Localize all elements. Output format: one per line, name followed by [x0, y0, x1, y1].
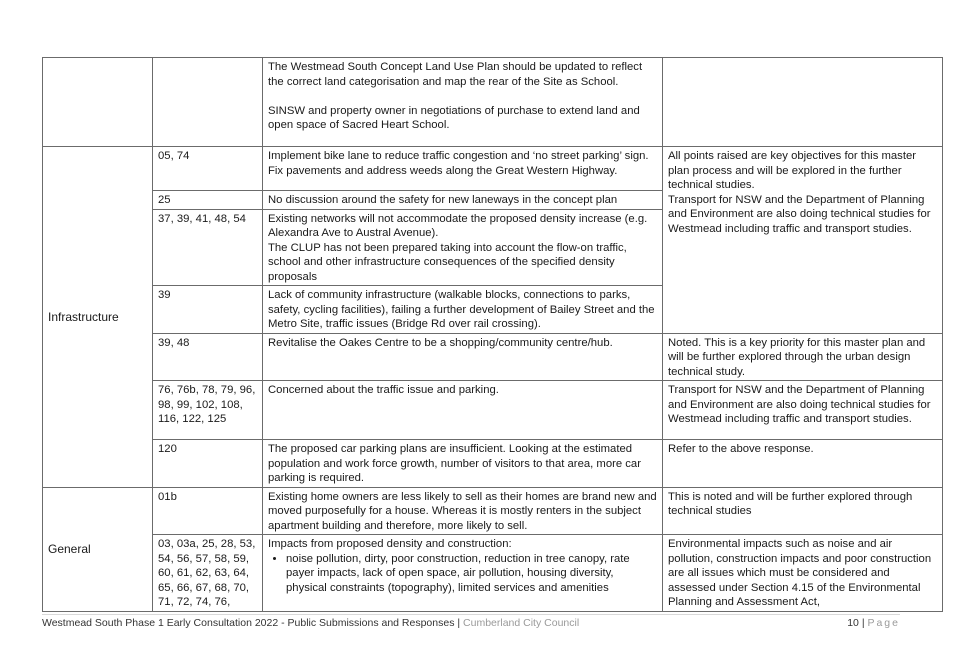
category-infrastructure: Infrastructure: [43, 147, 153, 488]
issue-cell: No discussion around the safety for new laneways in the concept plan: [263, 191, 663, 210]
refs-cell: [153, 58, 263, 147]
issue-cell: Revitalise the Oakes Centre to be a shopping/community centre/hub.: [263, 333, 663, 381]
issue-cell: [263, 535, 663, 612]
table-row: [43, 535, 943, 612]
response-text: All points raised are key objectives for this master plan process and will be explored in the further technical studies.: [668, 150, 917, 191]
issue-cell: Lack of community infrastructure (walkable blocks, connections to parks, safety, cycling facilities), failing a further development of Bailey Street and the Metro Site, traffic issues (Bridge Rd over rail crossing).: [263, 286, 663, 334]
refs-cell: 05, 74: [153, 147, 263, 191]
refs-cell: 25: [153, 191, 263, 210]
refs-cell: 120: [153, 440, 263, 488]
response-cell: Transport for NSW and the Department of Planning and Environment are also doing technical studies for Westmead including traffic and transport studies.: [663, 381, 943, 440]
response-cell: Noted. This is a key priority for this master plan and will be further explored through the urban design technical study.: [663, 333, 943, 381]
table-row: [43, 440, 943, 488]
response-cell: Environmental impacts such as noise and air pollution, construction impacts and poor construction are all issues which must be considered and assessed under Section 4.15 of the Environmental Planning and Assessment Act,: [663, 535, 943, 612]
response-cell: This is noted and will be further explored through technical studies: [663, 487, 943, 535]
table-row: [43, 333, 943, 381]
refs-cell: 39, 48: [153, 333, 263, 381]
table-row: [43, 147, 943, 191]
refs-cell: 37, 39, 41, 48, 54: [153, 209, 263, 286]
page-separator: |: [861, 617, 865, 629]
response-cell: [663, 147, 943, 334]
page-footer: [42, 614, 900, 630]
issue-cell: Implement bike lane to reduce traffic congestion and ‘no street parking’ sign. Fix pavements and address weeds along the Great Western Highway.: [263, 147, 663, 191]
issue-cell: Concerned about the traffic issue and parking.: [263, 381, 663, 440]
footer-council-name: Cumberland City Council: [463, 617, 580, 629]
issue-cell: [263, 58, 663, 147]
issue-cell: The proposed car parking plans are insufficient. Looking at the estimated population and work force growth, number of visitors to that area, more car parking is required.: [263, 440, 663, 488]
refs-cell: 76, 76b, 78, 79, 96, 98, 99, 102, 108, 116, 122, 125: [153, 381, 263, 440]
list-item: • noise pollution, dirty, poor construction, reduction in tree canopy, rate payer impacts, lack of open space, air pollution, housing diversity, physical constraints (topography), limited services and amenities: [286, 552, 657, 596]
refs-cell: 03, 03a, 25, 28, 53, 54, 56, 57, 58, 59, 60, 61, 62, 63, 64, 65, 66, 67, 68, 70, 71, 72, 74, 76,: [153, 535, 263, 612]
response-cell: [663, 58, 943, 147]
page-indicator: [847, 616, 900, 630]
refs-cell: 39: [153, 286, 263, 334]
issue-text: Impacts from proposed density and construction:: [268, 538, 512, 550]
issue-cell: [263, 209, 663, 286]
page-label: Page: [867, 617, 900, 629]
issue-text: The Westmead South Concept Land Use Plan should be updated to reflect the correct land categorisation and map the rear of the Site as School.: [268, 61, 643, 88]
table-row: [43, 58, 943, 147]
issue-cell: Existing home owners are less likely to sell as their homes are brand new and moved purposefully for a house. Whereas it is mostly renters in the subject apartment building and therefore, more likely to sell.: [263, 487, 663, 535]
issue-text: SINSW and property owner in negotiations of purchase to extend land and open space of Sacred Heart School.: [268, 104, 640, 131]
response-text: Transport for NSW and the Department of Planning and Environment are also doing technical studies for Westmead including traffic and transport studies.: [668, 193, 931, 235]
response-cell: Refer to the above response.: [663, 440, 943, 488]
page-number: 10: [847, 617, 859, 629]
footer-separator: |: [457, 617, 461, 629]
table-row: [43, 381, 943, 440]
refs-cell: 01b: [153, 487, 263, 535]
footer-document-title: Westmead South Phase 1 Early Consultation 2022 - Public Submissions and Responses: [42, 617, 455, 629]
issue-text: The CLUP has not been prepared taking into account the flow-on traffic, school and other infrastructure consequences of the specified density proposals: [268, 241, 627, 283]
issue-bullet-list: [268, 552, 657, 596]
submissions-table: [42, 57, 943, 612]
issue-text: Existing networks will not accommodate the proposed density increase (e.g. Alexandra Ave to Austral Avenue).: [268, 212, 648, 239]
category-cell: [43, 58, 153, 147]
category-general: General: [43, 487, 153, 611]
table-row: [43, 487, 943, 535]
